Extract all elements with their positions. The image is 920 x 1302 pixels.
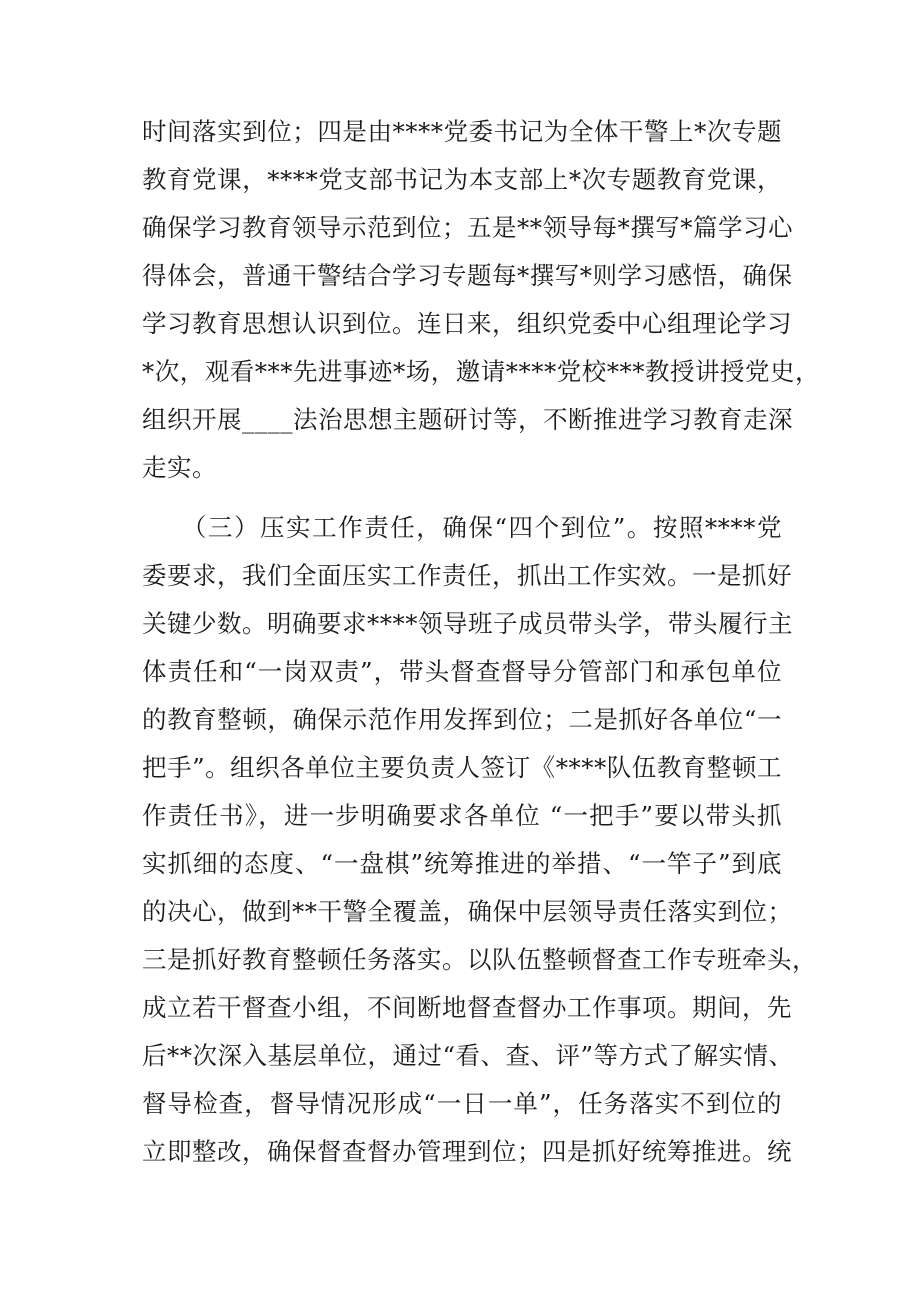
text-line: 学习教育思想认识到位。连日来，组织党委中心组理论学习 — [142, 309, 792, 338]
text-line: 关键少数。明确要求****领导班子成员带头学，带头履行主 — [142, 609, 793, 638]
text-line: 组织开展____法治思想主题研讨等，不断推进学习教育走深 — [142, 405, 793, 434]
text-line: 时间落实到位；四是由****党委书记为全体干警上*次专题 — [142, 117, 782, 146]
paragraph-gap — [142, 492, 782, 504]
paragraph-1 — [142, 108, 820, 492]
text-line: （三）压实工作责任，确保“四个到位”。按照****党 — [142, 513, 782, 542]
text-line: *次，观看***先进事迹*场，邀请****党校***教授讲授党史， — [142, 357, 820, 386]
paragraph-2 — [142, 504, 817, 1176]
text-line: 的教育整顿，确保示范作用发挥到位；二是抓好各单位“一 — [142, 705, 782, 734]
text-line: 后**次深入基层单位，通过“看、查、评”等方式了解实情、 — [142, 1041, 794, 1070]
text-line: 得体会，普通干警结合学习专题每*撰写*则学习感悟，确保 — [142, 261, 793, 290]
text-line: 立即整改，确保督查督办管理到位；四是抓好统筹推进。统 — [142, 1137, 792, 1166]
text-line: 成立若干督查小组，不间断地督查督办工作事项。期间，先 — [142, 993, 792, 1022]
text-line: 体责任和“一岗双责”，带头督查督导分管部门和承包单位 — [142, 657, 782, 686]
text-line: 走实。 — [142, 453, 217, 482]
text-line: 三是抓好教育整顿任务落实。以队伍整顿督查工作专班牵头， — [142, 945, 817, 974]
text-line: 确保学习教育领导示范到位；五是**领导每*撰写*篇学习心 — [142, 213, 793, 242]
text-line: 督导检查，督导情况形成“一日一单”，任务落实不到位的 — [142, 1089, 782, 1118]
text-line: 作责任书》，进一步明确要求各单位 “一把手”要以带头抓 — [142, 801, 782, 830]
text-line: 的决心，做到**干警全覆盖，确保中层领导责任落实到位； — [142, 897, 793, 926]
text-line: 把手”。组织各单位主要负责人签订《****队伍教育整顿工 — [142, 753, 782, 782]
document-body — [142, 108, 820, 1176]
text-line: 实抓细的态度、“一盘棋”统筹推进的举措、“一竿子”到底 — [142, 849, 782, 878]
text-line: 教育党课，****党支部书记为本支部上*次专题教育党课， — [142, 165, 782, 194]
text-line: 委要求，我们全面压实工作责任，抓出工作实效。一是抓好 — [142, 561, 792, 590]
